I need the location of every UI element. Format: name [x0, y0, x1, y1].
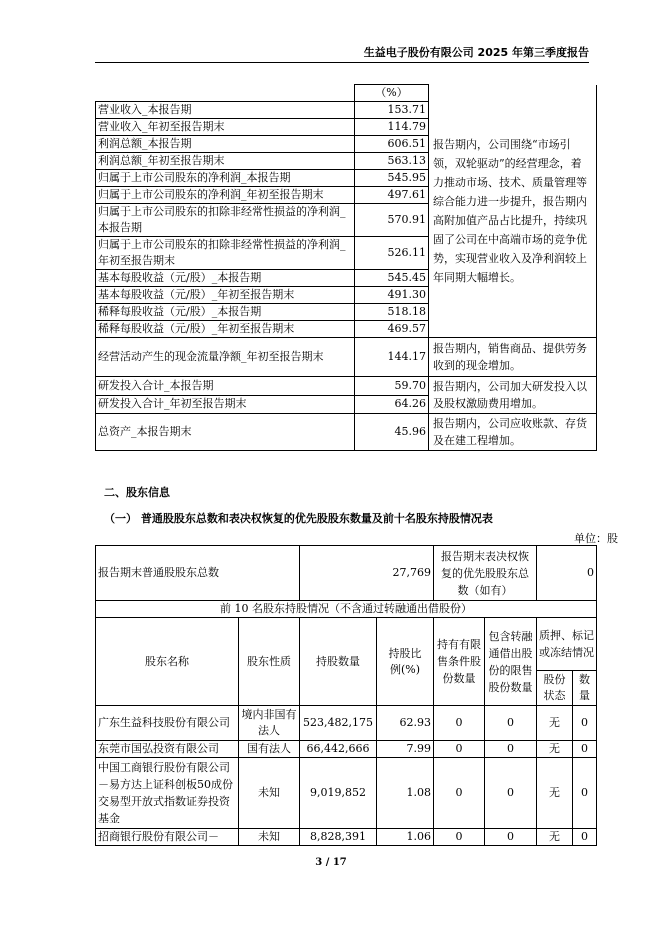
header-lending: 包含转融通借出股份的限售股份数量 [485, 618, 537, 706]
table-row [96, 741, 597, 758]
financial-change-table [95, 84, 597, 451]
row-label: 基本每股收益（元/股）_本报告期 [96, 270, 355, 287]
holder-lending: 0 [485, 741, 537, 758]
reason-main: 报告期内，公司围绕“市场引领，双轮驱动”的经营理念，着力推动市场、技术、质量管理等综合能力进一步提升，报告期内高附加值产品占比提升，持续巩固了公司在中高端市场的竞争优势，实现营业收入及净利润较上年同期大幅增长。 [429, 85, 597, 338]
holder-qty: 0 [573, 758, 597, 829]
row-label: 基本每股收益（元/股）_年初至报告期末 [96, 287, 355, 304]
row-value: 518.18 [355, 304, 429, 321]
holder-name: 招商银行股份有限公司－ [96, 829, 239, 846]
row-label: 经营活动产生的现金流量净额_年初至报告期末 [96, 338, 355, 377]
header-name: 股东名称 [96, 618, 239, 706]
holder-name: 中国工商银行股份有限公司－易方达上证科创板50成份交易型开放式指数证券投资基金 [96, 758, 239, 829]
header-nature: 股东性质 [239, 618, 300, 706]
row-value: 45.96 [355, 414, 429, 451]
holder-name: 东莞市国弘投资有限公司 [96, 741, 239, 758]
holder-count: 523,482,175 [300, 706, 377, 741]
row-label: 归属于上市公司股东的净利润_年初至报告期末 [96, 187, 355, 204]
row-label: 营业收入_年初至报告期末 [96, 119, 355, 136]
row-label: 稀释每股收益（元/股）_本报告期 [96, 304, 355, 321]
holder-restricted: 0 [434, 706, 485, 741]
row-value: 497.61 [355, 187, 429, 204]
holder-ratio: 1.08 [377, 758, 434, 829]
holder-qty: 0 [573, 741, 597, 758]
row-value: 64.26 [355, 395, 429, 414]
section-title: 二、股东信息 [104, 486, 170, 499]
row-value: 59.70 [355, 377, 429, 396]
table-row [96, 377, 597, 396]
row-value: 114.79 [355, 119, 429, 136]
holder-nature: 未知 [239, 829, 300, 846]
header-pledge-status: 股份状态 [537, 671, 573, 706]
holder-count: 66,442,666 [300, 741, 377, 758]
row-label: 归属于上市公司股东的扣除非经常性损益的净利润_年初至报告期末 [96, 237, 355, 270]
top10-title: 前 10 名股东持股情况（不含通过转融通出借股份） [96, 601, 597, 618]
row-value: 563.13 [355, 153, 429, 170]
holder-nature: 未知 [239, 758, 300, 829]
row-label: 归属于上市公司股东的扣除非经常性损益的净利润_本报告期 [96, 204, 355, 237]
total-holders-value: 27,769 [300, 546, 434, 601]
row-value: 545.45 [355, 270, 429, 287]
table-row [96, 829, 597, 846]
table-row [96, 706, 597, 741]
holder-nature: 境内非国有法人 [239, 706, 300, 741]
total-holders-label: 报告期末普通股股东总数 [96, 546, 300, 601]
table-row [96, 546, 597, 601]
header-pledge-count: 数量 [573, 671, 597, 706]
pref-holders-label: 报告期末表决权恢复的优先股股东总数（如有） [434, 546, 537, 601]
header-ratio: 持股比例(%) [377, 618, 434, 706]
row-label: 研发投入合计_年初至报告期末 [96, 395, 355, 414]
percent-header: （%） [355, 85, 429, 102]
header-count: 持股数量 [300, 618, 377, 706]
table-row [96, 601, 597, 618]
row-value: 545.95 [355, 170, 429, 187]
holder-name: 广东生益科技股份有限公司 [96, 706, 239, 741]
row-label: 利润总额_年初至报告期末 [96, 153, 355, 170]
unit-label: 单位：股 [574, 532, 618, 545]
holder-count: 8,828,391 [300, 829, 377, 846]
row-label: 研发投入合计_本报告期 [96, 377, 355, 396]
header-divider [95, 62, 589, 63]
holder-lending: 0 [485, 706, 537, 741]
table-row [96, 758, 597, 829]
holder-count: 9,019,852 [300, 758, 377, 829]
pref-holders-value: 0 [537, 546, 597, 601]
holder-lending: 0 [485, 758, 537, 829]
holder-ratio: 62.93 [377, 706, 434, 741]
row-label: 营业收入_本报告期 [96, 102, 355, 119]
holder-qty: 0 [573, 706, 597, 741]
row-label: 稀释每股收益（元/股）_年初至报告期末 [96, 321, 355, 338]
page-header: 生益电子股份有限公司 2025 年第三季度报告 [363, 46, 589, 59]
row-value: 526.11 [355, 237, 429, 270]
row-value: 144.17 [355, 338, 429, 377]
table-row [96, 338, 597, 377]
holder-qty: 0 [573, 829, 597, 846]
holder-ratio: 1.06 [377, 829, 434, 846]
reason-rd: 报告期内，公司加大研发投入以及股权激励费用增加。 [429, 377, 597, 414]
holder-ratio: 7.99 [377, 741, 434, 758]
reason-cash: 报告期内，销售商品、提供劳务收到的现金增加。 [429, 338, 597, 377]
holder-lending: 0 [485, 829, 537, 846]
row-value: 491.30 [355, 287, 429, 304]
row-label: 归属于上市公司股东的净利润_本报告期 [96, 170, 355, 187]
section-subtitle: （一） 普通股股东总数和表决权恢复的优先股股东数量及前十名股东持股情况表 [104, 512, 493, 525]
table-row [96, 85, 597, 102]
holder-status: 无 [537, 829, 573, 846]
row-value: 606.51 [355, 136, 429, 153]
table-cell [96, 85, 355, 102]
holder-restricted: 0 [434, 741, 485, 758]
table-row [96, 618, 597, 671]
row-value: 469.57 [355, 321, 429, 338]
reason-assets: 报告期内，公司应收账款、存货及在建工程增加。 [429, 414, 597, 451]
row-label: 总资产_本报告期末 [96, 414, 355, 451]
holder-status: 无 [537, 706, 573, 741]
row-label: 利润总额_本报告期 [96, 136, 355, 153]
table-row [96, 414, 597, 451]
shareholder-table [95, 545, 597, 846]
holder-restricted: 0 [434, 829, 485, 846]
page-number: 3 / 17 [315, 857, 347, 868]
holder-status: 无 [537, 741, 573, 758]
row-value: 153.71 [355, 102, 429, 119]
holder-nature: 国有法人 [239, 741, 300, 758]
holder-restricted: 0 [434, 758, 485, 829]
header-restricted: 持有有限售条件股份数量 [434, 618, 485, 706]
holder-status: 无 [537, 758, 573, 829]
row-value: 570.91 [355, 204, 429, 237]
header-pledge: 质押、标记或冻结情况 [537, 618, 597, 671]
